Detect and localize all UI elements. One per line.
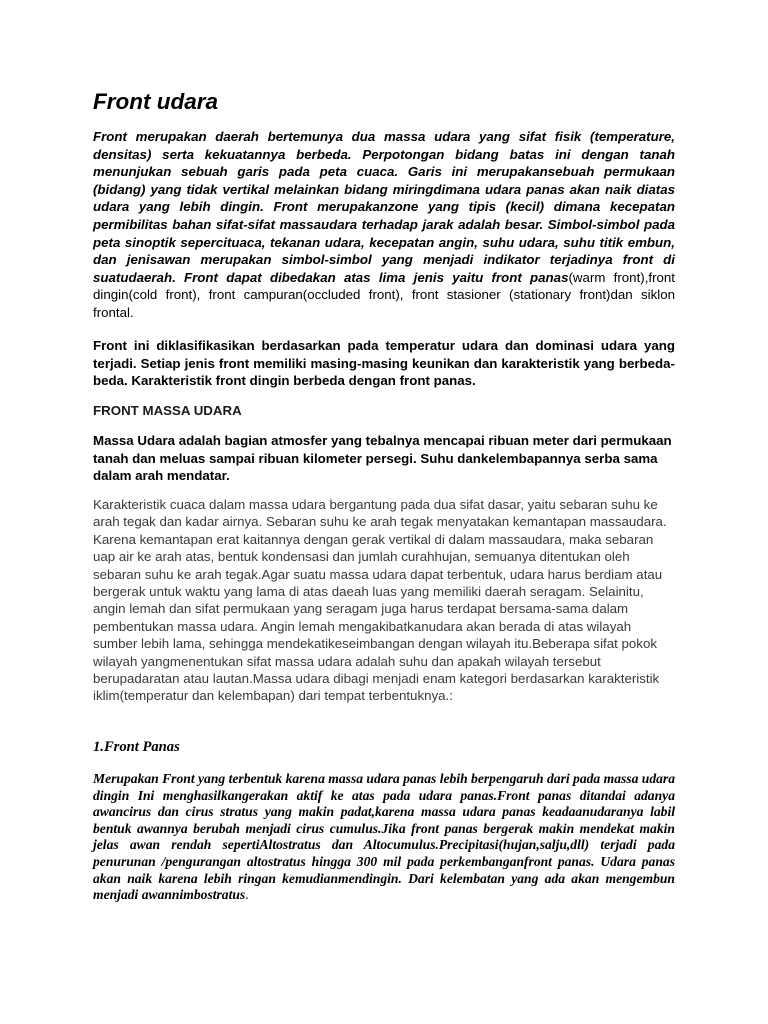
paragraph-front-classification: Front ini diklasifikasikan berdasarkan pada temperatur udara dan dominasi udara yang terjadi. Setiap jenis front memiliki masing-masing keunikan dan karakteristik yang berbeda-beda. Karakteristik front dingin berbeda dengan front panas. [93, 338, 675, 388]
document-title: Front udara [93, 89, 219, 114]
paragraph-massa-udara-definition: Massa Udara adalah bagian atmosfer yang tebalnya mencapai ribuan meter dari permukaan tanah dan meluas sampai ribuan kilometer persegi. Suhu dankelembapannya serba sama dalam arah mendatar. [93, 433, 672, 484]
paragraph-front-panas-text: Merupakan Front yang terbentuk karena massa udara panas lebih berpengaruh dari pada massa udara dingin Ini menghasilkangerakan aktif ke atas pada udara panas.Front panas ditandai adanya awancirus dan cirus stratus yang makin padat,karena massa udara panas keadaanudaranya labil bentuk awannya berubah menjadi cirus cumulus.Jika front panas bergerak makin mendekat makin jelas awan rendah sepertiAltostratus dan Altocumulus.Precipitasi(hujan,salju,dll) terjadi pada penurunan /pengurangan altostratus hingga 300 mil pada perkembanganfront panas. Udara panas akan naik karena lebih ringan kemudianmendingin. Dari kelembatan yang ada akan mengembun menjadi awannimbostratus [93, 771, 676, 903]
paragraph-front-panas-end: . [245, 887, 249, 903]
section-heading-front-massa-udara: FRONT MASSA UDARA [93, 403, 242, 418]
paragraph-front-definition [93, 128, 675, 322]
paragraph-front-definition-bold: Front merupakan daerah bertemunya dua massa udara yang sifat fisik (temperature, densitas) serta kekuatannya berbeda. Perpotongan bidang batas ini dengan tanah menunjukan sebuah garis pada peta cuaca. Garis ini merupakansebuah permukaan (bidang) yang tidak vertikal melainkan bidang miringdimana udara panas akan naik diatas udara yang lebih dingin. Front merupakanzone yang tipis (kecil) dimana kecepatan permibilitas bahan sifat-sifat massaudara terhadap jarak adalah besar. Simbol-simbol pada peta sinoptik sepercituaca, tekanan udara, kecepatan angin, suhu udara, suhu titik embun, dan jenisawan merupakan simbol-simbol yang menjadi indikator terjadinya front di suatudaerah. Front dapat dibedakan atas lima jenis yaitu front panas [93, 129, 675, 285]
section-heading-front-panas: 1.Front Panas [93, 739, 180, 755]
paragraph-front-panas [93, 771, 675, 904]
paragraph-front-definition-regular: (warm front),front dingin(cold front), front campuran(occluded front), front stasioner (stationary front)dan siklon frontal. [93, 269, 676, 320]
paragraph-massa-udara-characteristics: Karakteristik cuaca dalam massa udara bergantung pada dua sifat dasar, yaitu sebaran suhu ke arah tegak dan kadar airnya. Sebaran suhu ke arah tegak menyatakan kemantapan massaudara. Karena kemantapan erat kaitannya dengan gerak vertikal di dalam massaudara, maka sebaran uap air ke arah atas, bentuk kondensasi dan jumlah curahhujan, semuanya ditentukan oleh sebaran suhu ke arah tegak.Agar suatu massa udara dapat terbentuk, udara harus berdiam atau bergerak untuk waktu yang lama di atas daeah luas yang memiliki daerah seragam. Selainitu, angin lemah dan sifat permukaan yang seragam juga harus terdapat bersama-sama dalam pembentukan massa udara. Angin lemah mengakibatkanudara akan berada di atas wilayah sumber lebih lama, sehingga mendekatikeseimbangan dengan wilayah itu.Beberapa sifat pokok wilayah yangmenentukan sifat massa udara adalah suhu dan apakah wilayah tersebut berupadaratan atau lautan.Massa udara dibagi menjadi enam kategori berdasarkan karakteristik iklim(temperatur dan kelembapan) dari tempat terbentuknya.: [93, 497, 667, 704]
